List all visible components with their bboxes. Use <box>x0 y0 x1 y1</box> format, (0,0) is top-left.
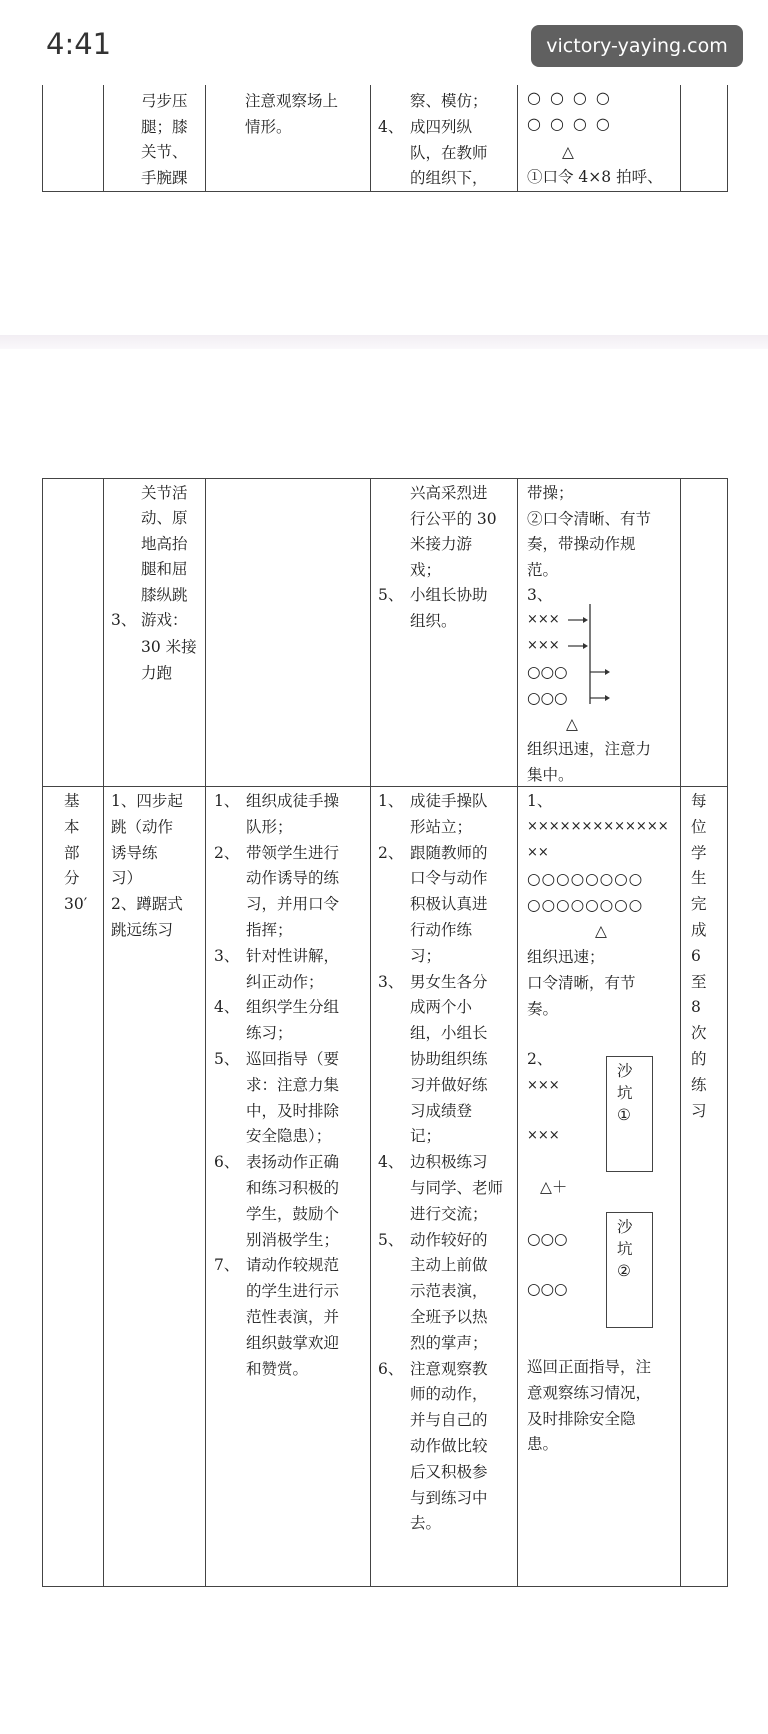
teacher-step-line: 指挥； <box>246 921 293 939</box>
cell-line: 关节、 <box>141 143 188 162</box>
status-time: 4:41 <box>46 27 112 61</box>
relay-arrows <box>565 600 615 710</box>
teacher-step-line: 练习； <box>246 1024 293 1043</box>
formation-circles: ○○○○○○○○ <box>527 896 644 914</box>
student-step-line: 去。 <box>410 1514 442 1533</box>
student-step-line: 口令与动作 <box>410 869 488 888</box>
cell-line: 4、 <box>378 118 404 136</box>
teacher-triangle: △ <box>595 922 607 940</box>
cell-line: 组织迅速，注意力 <box>527 740 652 758</box>
part1-number: 1、 <box>527 792 553 810</box>
cell-line: 巡回正面指导，注 <box>527 1358 652 1376</box>
cell-line: ②口令清晰、有节 <box>527 509 652 528</box>
req-char: 8 <box>691 998 701 1017</box>
teacher-step-line: 纠正动作； <box>246 972 324 991</box>
req-char: 位 <box>691 817 707 836</box>
teacher-position: △＋ <box>540 1178 568 1196</box>
cell-line: 组织。 <box>410 612 457 630</box>
student-step-line: 边积极练习 <box>410 1153 488 1172</box>
section-char: 部 <box>64 843 80 862</box>
student-step-line: 积极认真进 <box>410 895 488 914</box>
student-step-line: 并与自己的 <box>410 1411 488 1430</box>
formation-crosses: ×× <box>527 845 549 860</box>
teacher-step-line: 表扬动作正确 <box>246 1153 340 1172</box>
cell-line: 手腕踝 <box>141 168 188 187</box>
cell-line: 集中。 <box>527 765 574 784</box>
student-step-line: 习； <box>410 946 442 965</box>
pit-char: ② <box>617 1262 631 1280</box>
student-step-line: 与同学、老师 <box>410 1179 504 1197</box>
student-step-number: 3、 <box>378 972 404 991</box>
section-char: 基 <box>64 792 80 810</box>
teacher-step-line: 别消极学生； <box>246 1230 340 1249</box>
req-char: 6 <box>691 946 701 965</box>
cell-line: 意观察练习情况， <box>527 1383 652 1402</box>
student-step-line: 成徒手操队 <box>410 792 488 810</box>
cell-line: 奏。 <box>527 999 559 1018</box>
teacher-step-line: 和赞赏。 <box>246 1359 309 1378</box>
group-crosses: ××× <box>527 1128 560 1143</box>
student-step-line: 烈的掌声； <box>410 1333 488 1352</box>
student-step-line: 师的动作， <box>410 1385 488 1404</box>
section-char: 本 <box>64 817 80 836</box>
teacher-step-line: 组织学生分组 <box>246 998 340 1017</box>
cell-line: 3、 <box>111 611 137 629</box>
teacher-step-number: 5、 <box>214 1050 240 1068</box>
page1-col5-text: ①口令 4×8 拍呼、 <box>527 168 663 186</box>
cell-line: 米接力游 <box>410 535 473 554</box>
cell-line: 带操； <box>527 484 574 502</box>
pit-char: ① <box>617 1106 631 1124</box>
teacher-step-number: 1、 <box>214 792 240 810</box>
teacher-step-number: 6、 <box>214 1153 240 1172</box>
student-step-line: 动作做比较 <box>410 1437 488 1455</box>
req-char: 至 <box>691 972 707 991</box>
req-char: 练 <box>691 1075 707 1094</box>
student-step-line: 协助组织练 <box>410 1050 488 1068</box>
cell-line: 小组长协助 <box>410 586 488 604</box>
formation-circles: ○○○○○○○○ <box>527 870 644 888</box>
teacher-triangle: △ <box>562 143 574 161</box>
teacher-step-line: 组织鼓掌欢迎 <box>246 1333 340 1352</box>
cell-line: 跳远练习 <box>111 920 174 939</box>
cell-line: 戏； <box>410 560 442 579</box>
pit-char: 沙 <box>617 1218 633 1236</box>
cell-line: 5、 <box>378 586 404 604</box>
student-step-line: 注意观察教 <box>410 1359 488 1378</box>
cell-line: 察、模仿； <box>410 92 488 110</box>
student-step-line: 进行交流； <box>410 1204 488 1223</box>
teacher-step-line: 中，及时排除 <box>246 1101 340 1120</box>
teacher-step-number: 2、 <box>214 843 240 862</box>
teacher-step-line: 请动作较规范 <box>246 1256 340 1275</box>
formation-circles-row: ○○○○ <box>527 114 619 133</box>
cell-line: 奏，带操动作规 <box>527 535 636 554</box>
req-char: 每 <box>691 792 707 810</box>
student-step-line: 形站立； <box>410 817 473 836</box>
teacher-step-line: 巡回指导（要 <box>246 1050 340 1068</box>
pit-char: 沙 <box>617 1062 633 1080</box>
req-char: 完 <box>691 895 707 914</box>
cell-line: 跳（动作 <box>111 817 174 836</box>
teacher-step-line: 和练习积极的 <box>246 1179 340 1197</box>
req-char: 的 <box>691 1050 707 1068</box>
watermark: victory-yaying.com <box>531 25 743 67</box>
cell-line: 行公平的 30 <box>410 509 497 528</box>
student-step-number: 6、 <box>378 1359 404 1378</box>
relay-row-crosses: ××× <box>527 638 560 653</box>
student-step-line: 示范表演， <box>410 1282 488 1301</box>
student-step-line: 主动上前做 <box>410 1256 488 1275</box>
student-step-number: 4、 <box>378 1153 404 1172</box>
req-char: 次 <box>691 1024 707 1043</box>
teacher-step-number: 3、 <box>214 946 240 965</box>
cell-line: 患。 <box>527 1435 559 1454</box>
student-step-line: 后又积极参 <box>410 1462 488 1481</box>
group-circles: ○○○ <box>527 1280 568 1298</box>
student-step-line: 男女生各分 <box>410 972 488 991</box>
cell-line: 兴高采烈进 <box>410 484 488 502</box>
cell-line: 1、四步起 <box>111 792 183 810</box>
teacher-step-line: 组织成徒手操 <box>246 792 340 810</box>
section-char: 30′ <box>64 895 88 914</box>
student-step-line: 习成绩登 <box>410 1101 473 1120</box>
teacher-triangle: △ <box>566 715 578 733</box>
teacher-step-line: 的学生进行示 <box>246 1282 340 1301</box>
teacher-step-line: 安全隐患）； <box>246 1127 332 1146</box>
student-step-line: 习并做好练 <box>410 1075 488 1094</box>
teacher-step-number: 4、 <box>214 998 240 1017</box>
teacher-step-line: 针对性讲解， <box>246 946 340 965</box>
student-step-line: 动作较好的 <box>410 1230 488 1249</box>
part2-number: 2、 <box>527 1050 553 1068</box>
student-step-number: 5、 <box>378 1230 404 1249</box>
cell-line: 诱导练 <box>111 843 158 862</box>
teacher-step-line: 队形； <box>246 817 293 836</box>
cell-line: 习） <box>111 869 143 888</box>
student-step-line: 全班予以热 <box>410 1308 488 1326</box>
req-char: 习 <box>691 1101 707 1120</box>
formation-circles-row: ○○○○ <box>527 88 619 107</box>
formation-crosses: ××××××××××××× <box>527 819 669 834</box>
relay-row-circles: ○○○ <box>527 689 568 707</box>
cell-line: 30 米接 <box>141 637 197 656</box>
teacher-step-line: 学生，鼓励个 <box>246 1204 340 1223</box>
cell-line: 腿；膝 <box>141 117 188 136</box>
req-char: 生 <box>691 869 707 888</box>
teacher-step-line: 范性表演，并 <box>246 1308 340 1326</box>
cell-line: 力跑 <box>141 664 173 683</box>
cell-line: 关节活 <box>141 484 188 502</box>
cell-line: 地高抬 <box>141 534 188 553</box>
cell-line: 组织迅速； <box>527 948 605 966</box>
cell-line: 弓步压 <box>141 92 188 110</box>
cell-line: 成四列纵 <box>410 118 473 136</box>
relay-row-circles: ○○○ <box>527 663 568 681</box>
teacher-step-line: 动作诱导的练 <box>246 869 340 888</box>
page-separator <box>0 335 768 349</box>
cell-line: 口令清晰，有节 <box>527 973 636 992</box>
teacher-step-line: 带领学生进行 <box>246 843 340 862</box>
cell-line: 情形。 <box>245 118 292 136</box>
pit-char: 坑 <box>617 1084 633 1102</box>
cell-line: 游戏： <box>141 611 188 629</box>
student-step-line: 组，小组长 <box>410 1024 488 1043</box>
teacher-step-line: 习，并用口令 <box>246 895 340 914</box>
req-char: 学 <box>691 843 707 862</box>
group-crosses: ××× <box>527 1078 560 1093</box>
pit-char: 坑 <box>617 1240 633 1258</box>
cell-line: 的组织下， <box>410 169 488 188</box>
cell-line: 注意观察场上 <box>245 92 339 110</box>
student-step-line: 与到练习中 <box>410 1488 488 1507</box>
cell-line: 动、原 <box>141 509 188 528</box>
cell-line: 膝纵跳 <box>141 585 188 604</box>
cell-line: 2、蹲踞式 <box>111 895 183 913</box>
student-step-line: 跟随教师的 <box>410 843 488 862</box>
student-step-line: 成两个小 <box>410 998 473 1017</box>
student-step-line: 记； <box>410 1127 442 1146</box>
cell-line: 3、 <box>527 586 553 605</box>
teacher-step-line: 求：注意力集 <box>246 1075 340 1094</box>
group-circles: ○○○ <box>527 1230 568 1248</box>
relay-row-crosses: ××× <box>527 612 560 627</box>
req-char: 成 <box>691 921 707 939</box>
section-char: 分 <box>64 869 80 888</box>
cell-line: 队，在教师 <box>410 143 488 162</box>
student-step-line: 行动作练 <box>410 921 473 939</box>
student-step-number: 2、 <box>378 843 404 862</box>
student-step-number: 1、 <box>378 792 404 810</box>
cell-line: 范。 <box>527 560 559 579</box>
teacher-step-number: 7、 <box>214 1256 240 1275</box>
cell-line: 及时排除安全隐 <box>527 1409 636 1428</box>
cell-line: 腿和屈 <box>141 560 188 579</box>
